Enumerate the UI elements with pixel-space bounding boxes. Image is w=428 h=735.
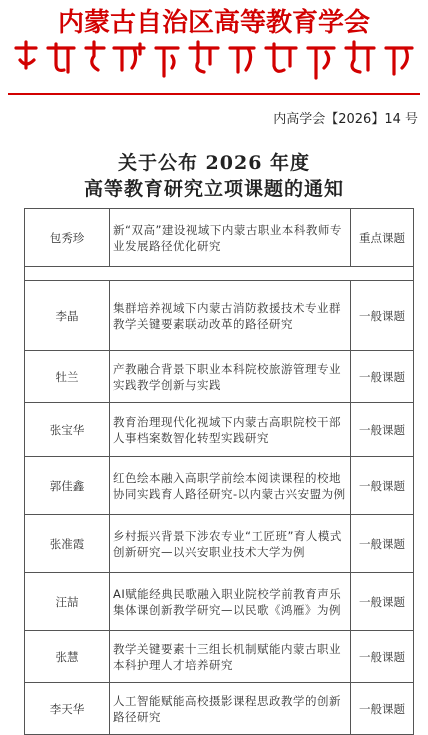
- project-category: 一般课题: [351, 457, 414, 515]
- project-topic: AI赋能经典民歌融入职业院校学前教育声乐集体课创新教学研究—以民歌《鸿雁》为例: [110, 573, 351, 631]
- project-category: 一般课题: [351, 683, 414, 735]
- header-red-rule: [8, 93, 420, 95]
- project-topic: 教育治理现代化视域下内蒙古高职院校干部人事档案数智化转型实践研究: [110, 403, 351, 457]
- researcher-name: 李晶: [25, 281, 110, 351]
- table-row: [25, 631, 414, 683]
- table-row: [25, 351, 414, 403]
- notice-title-line-2: 高等教育研究立项课题的通知: [83, 178, 344, 200]
- project-list-table: [24, 208, 414, 735]
- notice-title-line-1: 关于公布 2026 年度: [117, 152, 311, 174]
- researcher-name: 张准霞: [25, 515, 110, 573]
- project-category: 重点课题: [351, 209, 414, 267]
- table-row: [25, 403, 414, 457]
- document-number: 内高学会【2026】14 号: [273, 112, 418, 127]
- project-category: 一般课题: [351, 573, 414, 631]
- mongolian-script-org-name: [10, 38, 418, 84]
- table-row: [25, 515, 414, 573]
- project-category: 一般课题: [351, 631, 414, 683]
- researcher-name: 包秀珍: [25, 209, 110, 267]
- project-category: 一般课题: [351, 351, 414, 403]
- project-topic: 人工智能赋能高校摄影课程思政教学的创新路径研究: [110, 683, 351, 735]
- project-topic: 红色绘本融入高职学前绘本阅读课程的校地协同实践育人路径研究-以内蒙古兴安盟为例: [110, 457, 351, 515]
- table-row: [25, 573, 414, 631]
- table-gap-row: [25, 267, 414, 281]
- researcher-name: 张慧: [25, 631, 110, 683]
- researcher-name: 汪喆: [25, 573, 110, 631]
- researcher-name: 张宝华: [25, 403, 110, 457]
- researcher-name: 李天华: [25, 683, 110, 735]
- project-topic: 新“双高”建设视域下内蒙古职业本科教师专业发展路径优化研究: [110, 209, 351, 267]
- table-row: [25, 457, 414, 515]
- project-topic: 乡村振兴背景下涉农专业“工匠班”育人模式创新研究—以兴安职业技术大学为例: [110, 515, 351, 573]
- project-topic: 集群培养视域下内蒙古消防救援技术专业群教学关键要素联动改革的路径研究: [110, 281, 351, 351]
- project-topic: 教学关键要素十三组长机制赋能内蒙古职业本科护理人才培养研究: [110, 631, 351, 683]
- table-row: [25, 209, 414, 267]
- researcher-name: 郭佳鑫: [25, 457, 110, 515]
- project-category: 一般课题: [351, 281, 414, 351]
- table-row: [25, 683, 414, 735]
- project-topic: 产教融合背景下职业本科院校旅游管理专业实践教学创新与实践: [110, 351, 351, 403]
- project-category: 一般课题: [351, 515, 414, 573]
- researcher-name: 牡兰: [25, 351, 110, 403]
- project-category: 一般课题: [351, 403, 414, 457]
- table-row: [25, 281, 414, 351]
- issuing-organization-name: 内蒙古自治区高等教育学会: [57, 8, 370, 38]
